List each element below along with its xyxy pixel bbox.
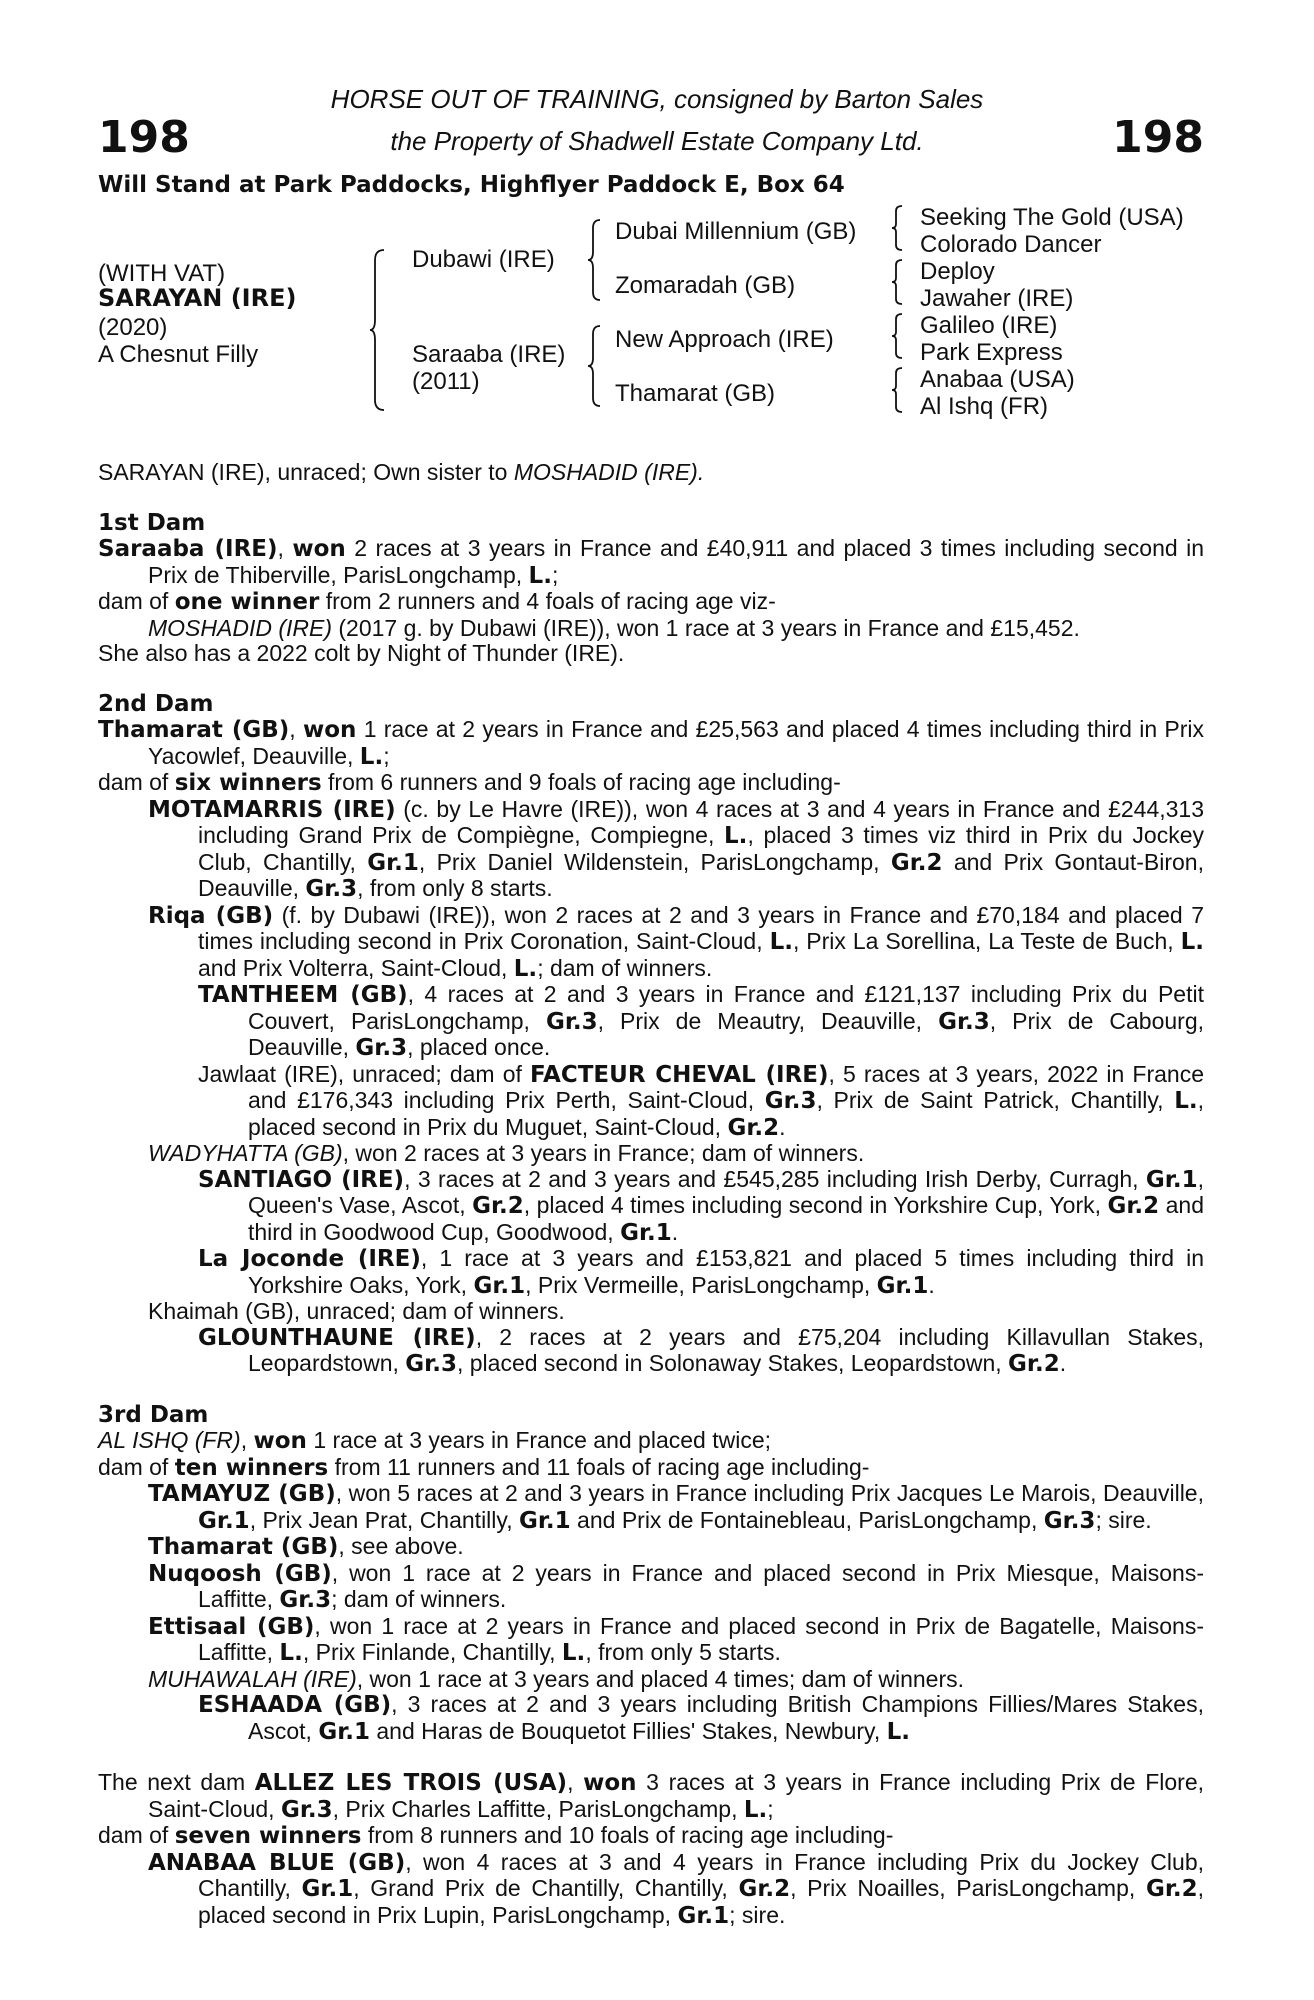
text-run: , 5 races at 3 years, 2022 in France and £176,343 including Prix Perth, Saint-Cloud,: [248, 1060, 1204, 1113]
text-run: dam of: [98, 769, 175, 795]
pedigree-paragraph: [98, 589, 1204, 616]
bold-text: Gr.3: [355, 1035, 408, 1061]
bold-text: Gr.1: [1145, 1166, 1198, 1193]
pedigree-paragraph: [98, 903, 1204, 983]
property-line: the Property of Shadwell Estate Company Ltd.: [390, 126, 924, 156]
bold-text: MOTAMARRIS (IRE): [148, 796, 396, 823]
bold-text: Gr.1: [677, 1902, 730, 1929]
pedigree-paragraph: [98, 1770, 1204, 1823]
bold-text: Gr.1: [518, 1507, 571, 1534]
text-run: from 11 runners and 11 foals of racing age including-: [328, 1453, 870, 1480]
pedigree-paragraph: [98, 1534, 1204, 1561]
text-run: Khaimah (GB), unraced; dam of winners.: [148, 1298, 565, 1324]
bold-text: Gr.1: [876, 1272, 929, 1299]
text-run: , Prix Charles Laffitte, ParisLongchamp,: [332, 1795, 744, 1822]
text-run: , Prix de Saint Patrick, Chantilly,: [816, 1087, 1175, 1113]
text-run: , Prix Vermeille, ParisLongchamp,: [525, 1271, 877, 1298]
text-run: , placed second in Solonaway Stakes, Leopardstown,: [456, 1350, 1009, 1376]
bold-text: Riqa (GB): [148, 902, 274, 929]
bold-text: Gr.2: [1107, 1193, 1160, 1219]
bold-text: Gr.2: [727, 1114, 780, 1141]
text-run: ;: [767, 1795, 774, 1822]
text-run: dam of: [98, 588, 175, 614]
text-run: (f. by Dubawi (IRE)), won 2 races at 2 and 3 years in France and £70,184 and placed 7 times including second in Prix Coronation, Saint-Cloud,: [198, 901, 1204, 954]
text-run: , see above.: [338, 1533, 464, 1559]
text-run: ,: [567, 1769, 584, 1795]
bold-text: Gr.3: [305, 876, 358, 902]
text-run: , Prix Daniel Wildenstein, ParisLongchamp,: [418, 848, 891, 875]
text-run: , won 5 races at 2 and 3 years in France including Prix Jacques Le Marois, Deauville,: [335, 1480, 1204, 1506]
intro-line: [98, 460, 1204, 486]
text-run: , won 2 races at 3 years in France; dam of winners.: [342, 1140, 865, 1166]
text-run: , placed once.: [407, 1034, 551, 1060]
bold-text: Gr.1: [198, 1507, 250, 1534]
bold-text: Gr.2: [890, 849, 943, 876]
text-run: ,: [240, 1427, 254, 1453]
horse-description: A Chesnut Filly: [98, 341, 259, 368]
bold-text: TAMAYUZ (GB): [148, 1481, 336, 1507]
bold-text: Gr.3: [279, 1587, 332, 1613]
pedigree-paragraph: [98, 797, 1204, 903]
bold-text: L.: [886, 1718, 911, 1745]
bold-text: L.: [528, 562, 552, 589]
text-run: .: [779, 1113, 786, 1140]
text-run: from 6 runners and 9 foals of racing age including-: [321, 769, 841, 795]
pedigree-paragraph: [98, 1062, 1204, 1142]
italic-text: MOSHADID (IRE): [148, 614, 332, 641]
bold-text: six winners: [174, 770, 322, 796]
ggs-1: Seeking The Gold (USA): [920, 204, 1184, 231]
text-run: , 3 races at 2 and 3 years including British Champions Fillies/Mares Stakes, Ascot,: [248, 1691, 1204, 1744]
pedigree-paragraph: [98, 1299, 1204, 1325]
pedigree-paragraph: [98, 1167, 1204, 1247]
pedigree-paragraph: [98, 717, 1204, 770]
text-run: dam of: [98, 1453, 175, 1480]
text-run: The next dam: [98, 1769, 255, 1795]
pedigree-paragraph: [98, 1455, 1204, 1482]
text-run: , placed 3 times viz third in Prix du Jockey Club, Chantilly,: [198, 822, 1205, 875]
text-run: ; sire.: [1095, 1506, 1152, 1533]
lot-number-right: 198: [1112, 112, 1204, 163]
pedigree-paragraph: [98, 1692, 1204, 1745]
consignor-line: HORSE OUT OF TRAINING, consigned by Barton Sales: [330, 84, 984, 114]
pedigree-paragraph: [98, 536, 1204, 589]
dam-sire: New Approach (IRE): [615, 326, 834, 353]
bold-text: won: [253, 1428, 307, 1454]
text-run: , placed second in Prix Lupin, ParisLongchamp,: [198, 1875, 1205, 1928]
stand-location: Will Stand at Park Paddocks, Highflyer Paddock E, Box 64: [98, 172, 845, 198]
bold-text: La Joconde (IRE): [198, 1246, 421, 1272]
bold-text: L.: [724, 823, 748, 849]
ggs-4: Jawaher (IRE): [920, 285, 1074, 312]
bold-text: Saraaba (IRE): [98, 536, 278, 562]
catalogue-body: [98, 460, 1204, 1929]
bold-text: TANTHEEM (GB): [198, 982, 408, 1008]
bold-text: Thamarat (GB): [98, 717, 290, 743]
ggs-8: Al Ishq (FR): [920, 393, 1049, 420]
ggs-6: Park Express: [920, 339, 1063, 366]
bold-text: L.: [743, 1796, 768, 1823]
text-run: , won 1 race at 3 years and placed 4 times; dam of winners.: [356, 1665, 964, 1692]
text-run: , 3 races at 2 and 3 years and £545,285 including Irish Derby, Curragh,: [404, 1165, 1146, 1192]
pedigree-paragraph: [98, 1428, 1204, 1455]
gg-bracket-2: [892, 260, 906, 304]
text-run: , placed 4 times including second in Yorkshire Cup, York,: [523, 1192, 1108, 1218]
bold-text: Gr.3: [280, 1796, 333, 1823]
bold-text: L.: [359, 743, 384, 770]
gg-bracket-3: [892, 314, 906, 358]
dam-year: (2011): [412, 368, 480, 395]
italic-text: MOSHADID (IRE).: [513, 459, 705, 485]
text-run: , Prix Noailles, ParisLongchamp,: [790, 1875, 1146, 1901]
pedigree-paragraph: [98, 1823, 1204, 1850]
text-run: She also has a 2022 colt by Night of Thunder (IRE).: [98, 640, 625, 666]
text-run: SARAYAN (IRE), unraced; Own sister to: [98, 459, 514, 485]
bold-text: L.: [769, 929, 793, 955]
text-run: ,: [277, 535, 293, 561]
text-run: , won 1 race at 2 years in France and placed second in Prix de Bagatelle, Maisons-Laffitte,: [198, 1612, 1204, 1665]
bold-text: ESHAADA (GB): [198, 1692, 392, 1718]
pedigree-paragraph: [98, 1561, 1204, 1614]
text-run: .: [1059, 1350, 1067, 1376]
text-run: , from only 5 starts.: [585, 1639, 781, 1665]
bold-text: Gr.2: [1145, 1876, 1198, 1902]
bold-text: L.: [513, 955, 538, 982]
text-run: , won 1 race at 2 years in France and placed second in Prix Miesque, Maisons-Laffitte,: [198, 1559, 1205, 1612]
text-run: , 4 races at 2 and 3 years in France and £121,137 including Prix du Petit Couvert, ParisLongchamp,: [248, 981, 1204, 1034]
text-run: , won 4 races at 3 and 4 years in France including Prix du Jockey Club, Chantilly,: [198, 1848, 1205, 1901]
text-run: and Prix Gontaut-Biron, Deauville,: [198, 848, 1204, 901]
bold-text: L.: [1180, 929, 1204, 955]
section-heading: 3rd Dam: [98, 1401, 209, 1428]
pedigree-paragraph: [98, 982, 1204, 1062]
dam-bracket: [588, 326, 604, 406]
bold-text: Gr.3: [938, 1008, 990, 1035]
text-run: , placed second in Prix du Muguet, Saint-Cloud,: [248, 1087, 1204, 1140]
pedigree-paragraph: [98, 1481, 1204, 1534]
pedigree-paragraph: [98, 1614, 1204, 1667]
italic-text: WADYHATTA (GB): [148, 1140, 343, 1166]
text-run: , Prix Finlande, Chantilly,: [302, 1639, 562, 1665]
text-run: ; dam of winners.: [537, 954, 713, 981]
horse-name: SARAYAN (IRE): [98, 284, 297, 312]
bold-text: Gr.3: [545, 1008, 598, 1035]
lot-number-left: 198: [98, 112, 190, 163]
bold-text: Thamarat (GB): [148, 1534, 339, 1560]
bold-text: Nuqoosh (GB): [148, 1560, 332, 1587]
bold-text: L.: [279, 1640, 303, 1666]
bold-text: Gr.1: [620, 1219, 672, 1246]
gg-bracket-1: [892, 206, 906, 250]
dam-dam: Thamarat (GB): [615, 380, 776, 407]
pedigree-paragraph: [98, 616, 1204, 642]
section-gap: [98, 1745, 1204, 1770]
bold-text: L.: [1174, 1088, 1198, 1114]
bold-text: ALLEZ LES TROIS (USA): [254, 1770, 568, 1796]
bold-text: won: [583, 1770, 637, 1796]
italic-text: MUHAWALAH (IRE): [148, 1665, 357, 1692]
bold-text: L.: [561, 1640, 586, 1666]
text-run: ; sire.: [729, 1901, 786, 1928]
pedigree-paragraph: [98, 1850, 1204, 1930]
pedigree-paragraph: [98, 1246, 1204, 1299]
text-run: 2 races at 3 years in France and £40,911 and placed 3 times including second in Prix de Thiberville, ParisLongchamp,: [148, 535, 1205, 588]
bold-text: GLOUNTHAUNE (IRE): [198, 1324, 476, 1351]
bold-text: Gr.1: [473, 1272, 526, 1299]
sire-dam: Zomaradah (GB): [615, 272, 796, 299]
bold-text: FACTEUR CHEVAL (IRE): [529, 1061, 829, 1088]
text-run: and Prix Volterra, Saint-Cloud,: [198, 954, 514, 981]
vat-note: (WITH VAT): [98, 260, 226, 287]
bold-text: seven winners: [174, 1823, 362, 1849]
text-run: , from only 8 starts.: [357, 875, 553, 901]
text-run: 1 race at 3 years in France and placed twice;: [306, 1427, 772, 1453]
pedigree-paragraph: [98, 1141, 1204, 1167]
text-run: (2017 g. by Dubawi (IRE)), won 1 race at 3 years in France and £15,452.: [332, 614, 1080, 641]
ggs-2: Colorado Dancer: [920, 231, 1102, 258]
sire-sire: Dubai Millennium (GB): [615, 218, 857, 245]
bold-text: Gr.1: [367, 849, 419, 876]
text-run: dam of: [98, 1822, 175, 1848]
text-run: , Prix Jean Prat, Chantilly,: [249, 1506, 519, 1533]
text-run: Jawlaat (IRE), unraced; dam of: [198, 1060, 530, 1087]
text-run: 3 races at 3 years in France including Prix de Flore, Saint-Cloud,: [148, 1769, 1205, 1822]
ggs-5: Galileo (IRE): [920, 312, 1058, 339]
section-gap: [98, 486, 1204, 511]
bold-text: ten winners: [174, 1454, 329, 1481]
text-run: from 2 runners and 4 foals of racing age viz-: [319, 588, 776, 614]
pedigree-paragraph: [98, 1667, 1204, 1693]
dam-name: Saraaba (IRE): [412, 341, 566, 368]
text-run: 1 race at 2 years in France and £25,563 and placed 4 times including third in Prix Yacowlef, Deauville,: [148, 716, 1205, 769]
section-heading: 2nd Dam: [98, 690, 214, 717]
text-run: from 8 runners and 10 foals of racing age including-: [361, 1822, 894, 1848]
bold-text: one winner: [174, 589, 320, 615]
bold-text: Gr.1: [318, 1718, 370, 1745]
text-run: and Prix de Fontainebleau, ParisLongchamp,: [570, 1506, 1044, 1533]
sire-name: Dubawi (IRE): [412, 246, 555, 273]
text-run: ;: [383, 742, 390, 769]
text-run: (c. by Le Havre (IRE)), won 4 races at 3 and 4 years in France and £244,313 including Grand Prix de Compiègne, Compiegne,: [198, 795, 1205, 848]
main-bracket: [370, 250, 390, 410]
text-run: and Haras de Bouquetot Fillies' Stakes, Newbury,: [370, 1717, 887, 1744]
text-run: .: [671, 1218, 679, 1245]
pedigree-paragraph: [98, 1325, 1204, 1378]
pedigree-paragraph: [98, 770, 1204, 797]
bold-text: SANTIAGO (IRE): [198, 1166, 405, 1193]
ggs-3: Deploy: [920, 258, 995, 285]
text-run: , Grand Prix de Chantilly, Chantilly,: [353, 1875, 739, 1901]
text-run: and third in Goodwood Cup, Goodwood,: [248, 1192, 1204, 1245]
ggs-7: Anabaa (USA): [920, 366, 1075, 393]
text-run: , Prix de Cabourg, Deauville,: [248, 1007, 1204, 1060]
bold-text: Ettisaal (GB): [148, 1613, 315, 1640]
bold-text: Gr.3: [764, 1088, 817, 1114]
bold-text: Gr.2: [472, 1193, 524, 1219]
text-run: , 1 race at 3 years and £153,821 and placed 5 times including third in Yorkshire Oaks, York,: [248, 1245, 1204, 1298]
bold-text: won: [292, 536, 346, 562]
text-run: .: [928, 1271, 935, 1298]
foaling-year: (2020): [98, 314, 168, 341]
section-heading: 1st Dam: [98, 509, 206, 536]
text-run: , Prix La Sorellina, La Teste de Buch,: [792, 928, 1181, 954]
bold-text: won: [302, 717, 357, 743]
text-run: , Prix de Meautry, Deauville,: [597, 1007, 939, 1034]
sire-bracket: [588, 220, 604, 300]
bold-text: Gr.2: [738, 1876, 791, 1902]
text-run: ;: [551, 561, 559, 588]
italic-text: AL ISHQ (FR): [98, 1427, 241, 1453]
bold-text: Gr.3: [405, 1351, 457, 1377]
text-run: , 2 races at 2 years and £75,204 including Killavullan Stakes, Leopardstown,: [248, 1323, 1205, 1376]
bold-text: Gr.1: [301, 1876, 354, 1902]
gg-bracket-4: [892, 368, 906, 412]
section-gap: [98, 667, 1204, 692]
bold-text: Gr.2: [1008, 1351, 1060, 1377]
bold-text: Gr.3: [1043, 1507, 1096, 1534]
section-gap: [98, 1378, 1204, 1403]
text-run: , Queen's Vase, Ascot,: [248, 1165, 1204, 1218]
text-run: ; dam of winners.: [331, 1586, 507, 1612]
pedigree-paragraph: [98, 641, 1204, 667]
text-run: ,: [289, 716, 303, 742]
bold-text: ANABAA BLUE (GB): [148, 1849, 406, 1876]
